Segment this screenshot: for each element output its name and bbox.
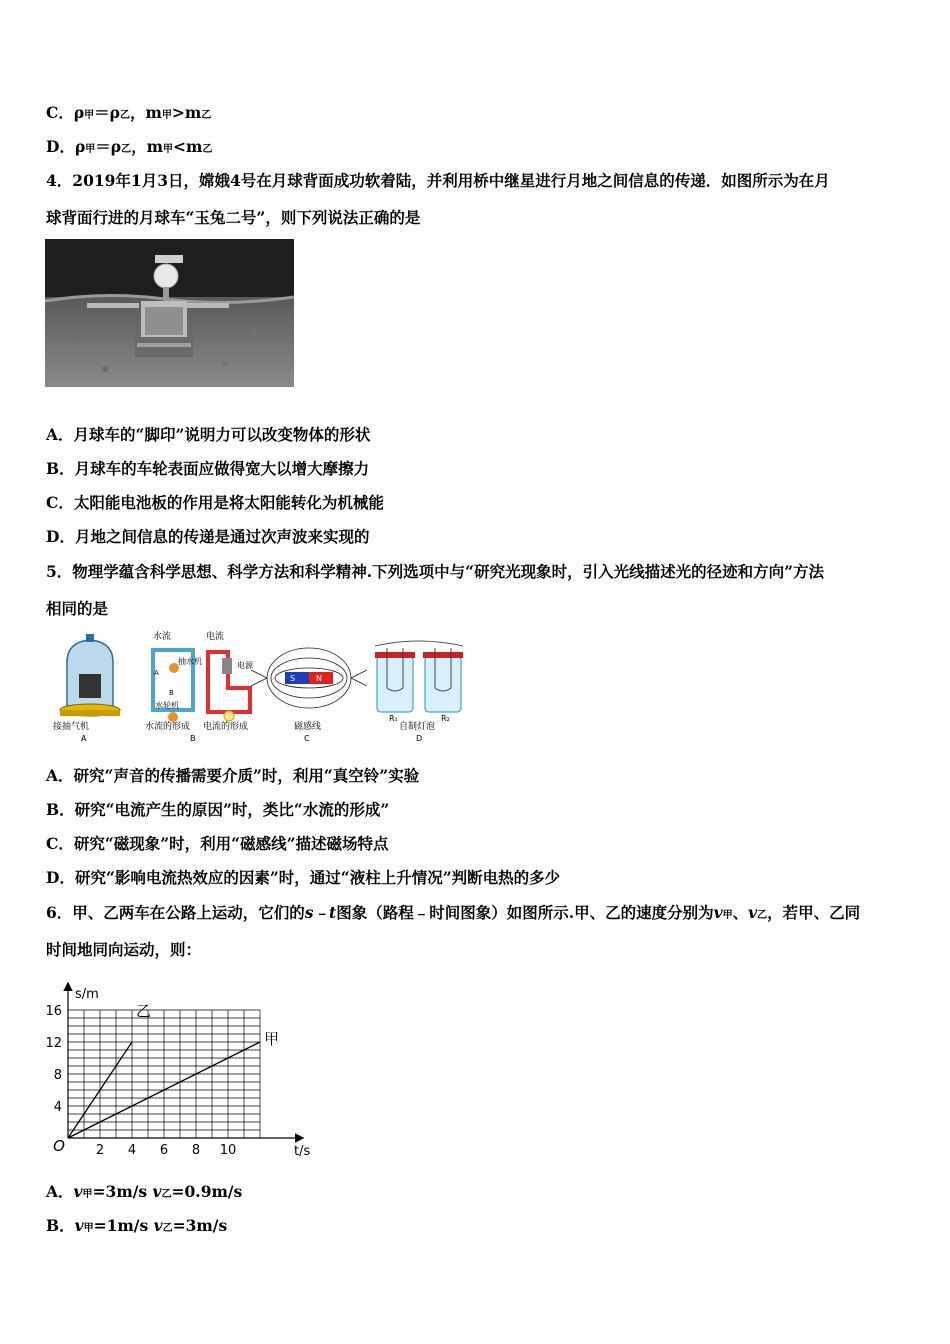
moon-rover-photo <box>45 239 294 387</box>
svg-text:D: D <box>416 734 423 743</box>
q6-stem-line2: 时间地同向运动，则： <box>46 940 202 959</box>
chart-tick-labels <box>45 987 310 1159</box>
q5-figures <box>45 628 485 748</box>
y-tick-label: 16 <box>45 1004 62 1019</box>
svg-text:R₁: R₁ <box>389 714 398 723</box>
x-tick-label: 6 <box>159 1143 169 1158</box>
bell-jar-figure <box>53 634 120 743</box>
magnetic-field-figure <box>251 648 367 743</box>
y-tick-label: 12 <box>45 1036 62 1051</box>
q6-stem-line1: 6．甲、乙两车在公路上运动，它们的s﹣t图象（路程﹣时间图象）如图所示.甲、乙的速度分别为v甲、v乙，若甲、乙同 <box>46 903 861 922</box>
y-axis-label: s/m <box>75 987 99 1002</box>
svg-text:B: B <box>190 734 196 743</box>
x-axis-label: t/s <box>294 1144 311 1159</box>
q4-option-d: D．月地之间信息的传递是通过次声波来实现的 <box>46 527 370 546</box>
q4-stem-line2: 球背面行进的月球车“玉兔二号”，则下列说法正确的是 <box>46 208 421 227</box>
fig-d-caption: 自制灯泡 <box>399 722 436 732</box>
fig-a-caption: 接抽气机 <box>53 722 90 732</box>
svg-text:水流: 水流 <box>153 632 172 642</box>
q5-stem-line1: 5．物理学蕴含科学思想、科学方法和科学精神.下列选项中与“研究光现象时，引入光线描述光的径迹和方向”方法 <box>46 562 825 581</box>
q6-option-a: A．v甲=3m/s v乙=0.9m/s <box>46 1182 243 1201</box>
origin-label: O <box>53 1137 65 1155</box>
svg-text:C: C <box>304 734 310 743</box>
svg-text:R₂: R₂ <box>441 714 450 723</box>
x-tick-label: 8 <box>191 1143 201 1158</box>
svg-text:N: N <box>316 674 322 683</box>
q5-option-d: D．研究“影响电流热效应的因素”时，通过“液柱上升情况”判断电热的多少 <box>46 868 561 887</box>
svg-text:电源: 电源 <box>237 661 253 670</box>
svg-text:A: A <box>154 669 159 677</box>
svg-text:B: B <box>169 689 174 697</box>
q6-option-b: B．v甲=1m/s v乙=3m/s <box>46 1216 228 1235</box>
q3-option-d: D．ρ甲＝ρ乙，m甲<m乙 <box>46 137 213 156</box>
y-tick-label: 8 <box>53 1068 62 1083</box>
svg-text:水流的形成: 水流的形成 <box>145 722 191 732</box>
q4-stem-line1: 4．2019年1月3日，嫦娥4号在月球背面成功软着陆，并利用桥中继星进行月地之间信息的传递．如图所示为在月 <box>46 171 830 190</box>
x-tick-label: 10 <box>219 1143 237 1158</box>
q5-option-b: B．研究“电流产生的原因”时，类比“水流的形成” <box>46 800 390 819</box>
water-current-analogy-figure <box>145 630 254 743</box>
x-tick-label: 4 <box>127 1143 137 1158</box>
fig-c-caption: 磁感线 <box>294 722 322 732</box>
s-t-chart <box>40 968 320 1160</box>
y-tick-label: 4 <box>53 1100 62 1115</box>
q4-option-a: A．月球车的“脚印”说明力可以改变物体的形状 <box>46 425 371 444</box>
x-tick-label: 2 <box>95 1143 105 1158</box>
fig-a-letter: A <box>81 734 87 743</box>
svg-text:水轮机: 水轮机 <box>155 701 179 710</box>
q5-stem-line2: 相同的是 <box>46 599 109 618</box>
q4-option-c: C．太阳能电池板的作用是将太阳能转化为机械能 <box>46 493 384 512</box>
chart-axes <box>68 984 302 1138</box>
chart-grid <box>68 1010 260 1138</box>
q4-option-b: B．月球车的车轮表面应做得宽大以增大摩擦力 <box>46 459 370 478</box>
q3-option-c: C．ρ甲＝ρ乙，m甲>m乙 <box>46 103 212 122</box>
svg-text:S: S <box>290 674 296 683</box>
svg-text:电流的形成: 电流的形成 <box>203 722 249 732</box>
q5-option-c: C．研究“磁现象”时，利用“磁感线”描述磁场特点 <box>46 834 389 853</box>
series-label: 甲 <box>264 1030 280 1048</box>
svg-text:电流: 电流 <box>206 632 225 642</box>
svg-text:抽水机: 抽水机 <box>178 657 202 666</box>
series-label: 乙 <box>136 1002 152 1020</box>
q5-option-a: A．研究“声音的传播需要介质”时，利用“真空铃”实验 <box>46 766 420 785</box>
self-made-bulb-figure <box>375 641 463 743</box>
